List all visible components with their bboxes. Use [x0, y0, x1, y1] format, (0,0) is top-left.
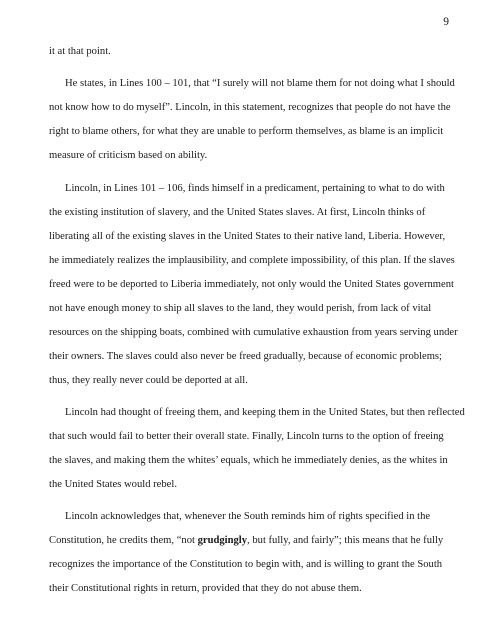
text-line: liberating all of the existing slaves in the United States to their native land, Liberia. However, — [49, 231, 446, 242]
text-line — [49, 534, 443, 548]
text-line: recognizes the importance of the Constitution to begin with, and is willing to grant the South — [49, 559, 443, 570]
text-span: , but fully, and fairly”; this means that he fully — [247, 535, 444, 546]
text-line: measure of criticism based on ability. — [49, 150, 208, 161]
text-line: not know how to do myself”. Lincoln, in this statement, recognizes that people do not have the — [49, 102, 451, 113]
text-line: the slaves, and making them the whites’ equals, which he immediately denies, as the whites in — [49, 455, 448, 466]
text-line: their Constitutional rights in return, provided that they do not abuse them. — [49, 583, 362, 594]
text-line: their owners. The slaves could also never be freed gradually, because of economic problems; — [49, 351, 443, 362]
text-line: that such would fail to better their overall state. Finally, Lincoln turns to the option of freeing — [49, 431, 444, 442]
text-line: it at that point. — [49, 46, 111, 57]
text-line: the existing institution of slavery, and the United States slaves. At first, Lincoln thinks of — [49, 207, 426, 218]
text-line: freed were to be deported to Liberia immediately, not only would the United States government — [49, 279, 454, 290]
text-line: right to blame others, for what they are unable to perform themselves, as blame is an implicit — [49, 126, 444, 137]
text-line: he immediately realizes the implausibility, and complete impossibility, of this plan. If the slaves — [49, 255, 455, 266]
text-line: He states, in Lines 100 – 101, that “I surely will not blame them for not doing what I should — [65, 78, 455, 89]
text-line: Lincoln acknowledges that, whenever the South reminds him of rights specified in the — [65, 511, 431, 522]
text-line: the United States would rebel. — [49, 479, 177, 490]
page-number: 9 — [443, 16, 449, 28]
text-line: Lincoln, in Lines 101 – 106, finds himself in a predicament, pertaining to what to do with — [65, 183, 445, 194]
text-line: resources on the shipping boats, combined with cumulative exhaustion from years serving under — [49, 327, 458, 338]
text-line: thus, they really never could be deported at all. — [49, 375, 248, 386]
text-span: Constitution, he credits them, “not — [49, 535, 198, 546]
text-line: Lincoln had thought of freeing them, and keeping them in the United States, but then reflected — [65, 407, 465, 418]
text-line: not have enough money to ship all slaves to the land, they would perish, from lack of vital — [49, 303, 432, 314]
bold-word: grudgingly — [197, 535, 248, 546]
